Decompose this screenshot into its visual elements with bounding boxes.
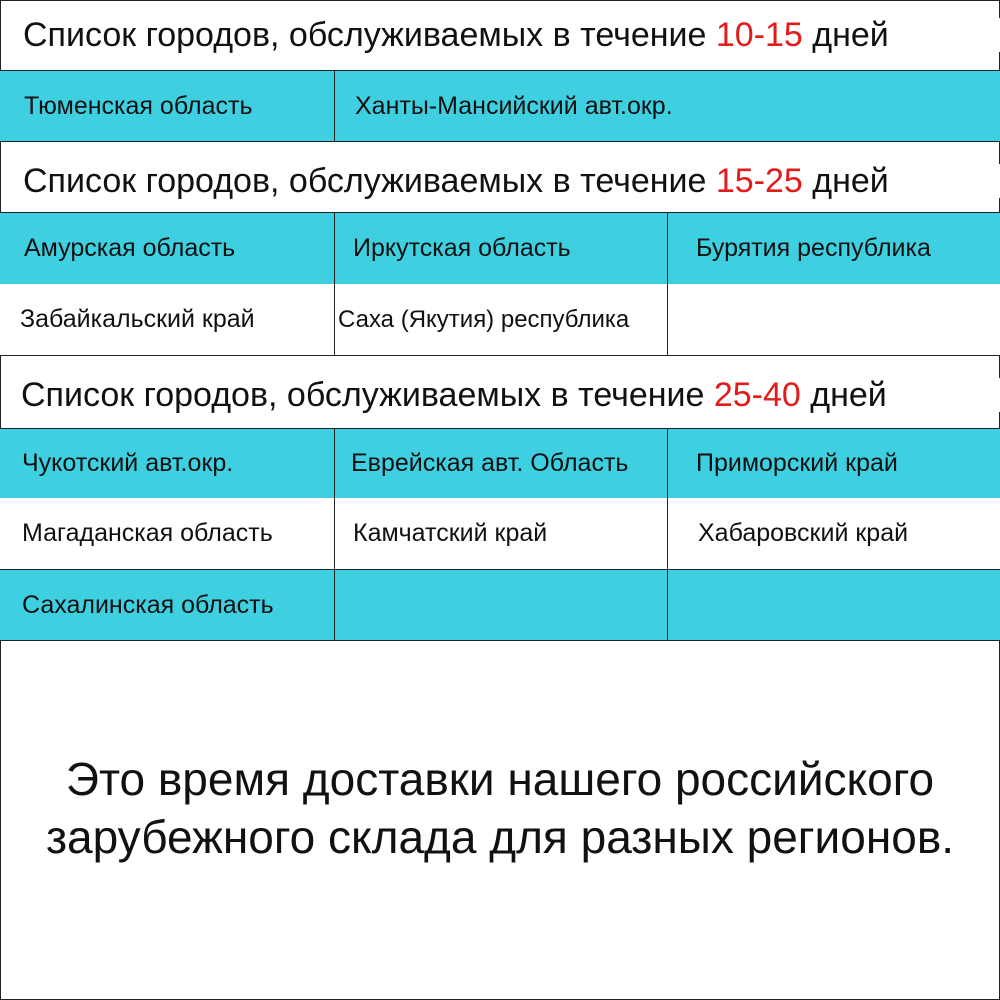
region-cell: Хабаровский край xyxy=(667,498,1000,569)
region-cell: Чукотский авт.окр. xyxy=(0,429,334,498)
delivery-note-line-2: зарубежного склада для разных регионов. xyxy=(45,811,955,863)
region-cell: Тюменская область xyxy=(0,71,334,141)
section-2-row-1 xyxy=(0,212,1000,285)
section-3-row-3 xyxy=(0,569,1000,641)
region-cell: Саха (Якутия) республика xyxy=(334,284,667,355)
region-cell: Ханты-Мансийский авт.окр. xyxy=(334,71,1000,141)
section-2-row-2 xyxy=(0,284,1000,356)
section-1-heading xyxy=(1,18,1000,52)
delivery-note-line-1: Это время доставки нашего российского xyxy=(65,753,935,805)
region-cell: Магаданская область xyxy=(0,498,334,569)
section-3-heading xyxy=(1,378,1000,412)
heading-suffix: дней xyxy=(810,376,887,414)
heading-prefix: Список городов, обслуживаемых в течение xyxy=(21,376,705,414)
region-cell: Забайкальский край xyxy=(0,284,334,355)
region-cell xyxy=(667,570,1000,640)
heading-days: 25-40 xyxy=(713,376,801,414)
region-cell: Еврейская авт. Область xyxy=(334,429,667,498)
region-cell: Бурятия республика xyxy=(667,213,1000,284)
heading-prefix: Список городов, обслуживаемых в течение xyxy=(23,162,707,200)
region-cell xyxy=(334,570,667,640)
heading-days: 15-25 xyxy=(715,162,803,200)
region-cell: Приморский край xyxy=(667,429,1000,498)
section-3-row-2 xyxy=(0,498,1000,570)
section-3-row-1 xyxy=(0,428,1000,499)
delivery-note xyxy=(0,750,1000,866)
region-cell xyxy=(667,284,1000,355)
region-cell: Амурская область xyxy=(0,213,334,284)
region-cell: Камчатский край xyxy=(334,498,667,569)
heading-prefix: Список городов, обслуживаемых в течение xyxy=(23,16,707,54)
region-cell: Сахалинская область xyxy=(0,570,334,640)
section-2-heading xyxy=(1,164,1000,198)
heading-suffix: дней xyxy=(812,16,889,54)
region-cell: Иркутская область xyxy=(334,213,667,284)
heading-suffix: дней xyxy=(812,162,889,200)
section-1-row-1 xyxy=(0,70,1000,142)
heading-days: 10-15 xyxy=(715,16,803,54)
